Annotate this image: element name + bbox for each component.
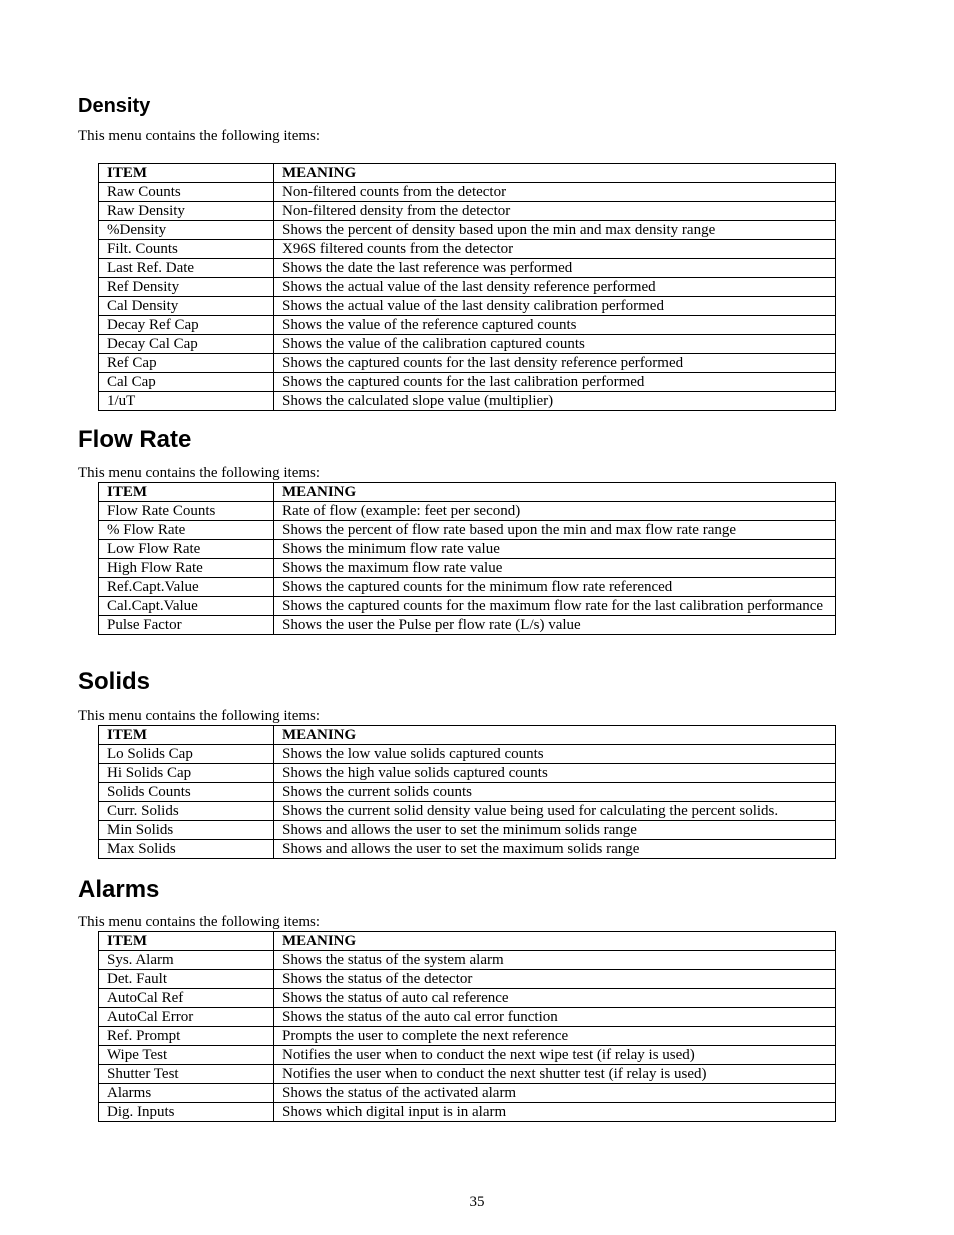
header-item: ITEM	[99, 932, 274, 951]
table-row	[99, 502, 836, 521]
meaning-cell: Shows the calculated slope value (multiplier)	[274, 392, 836, 411]
meaning-cell: Shows the captured counts for the last calibration performed	[274, 373, 836, 392]
header-meaning: MEANING	[274, 483, 836, 502]
meaning-cell: Shows which digital input is in alarm	[274, 1103, 836, 1122]
meaning-cell: Shows the value of the reference captured counts	[274, 316, 836, 335]
table-row	[99, 597, 836, 616]
item-cell: Wipe Test	[99, 1046, 274, 1065]
meaning-cell: Shows the actual value of the last density reference performed	[274, 278, 836, 297]
header-item: ITEM	[99, 164, 274, 183]
item-cell: Ref Cap	[99, 354, 274, 373]
table-row	[99, 1008, 836, 1027]
section-solids	[78, 668, 150, 696]
density-table	[98, 163, 836, 411]
meaning-cell: Shows the status of the auto cal error function	[274, 1008, 836, 1027]
table-row	[99, 240, 836, 259]
item-cell: Ref.Capt.Value	[99, 578, 274, 597]
item-cell: Curr. Solids	[99, 802, 274, 821]
page-number: 35	[469, 1194, 485, 1210]
table-row	[99, 392, 836, 411]
meaning-cell: Shows the minimum flow rate value	[274, 540, 836, 559]
section-intro-alarms: This menu contains the following items:	[78, 914, 321, 930]
table-row	[99, 297, 836, 316]
section-alarms	[78, 876, 159, 904]
solids-table	[98, 725, 836, 859]
meaning-cell: X96S filtered counts from the detector	[274, 240, 836, 259]
table-row	[99, 259, 836, 278]
meaning-cell: Shows the percent of flow rate based upon the min and max flow rate range	[274, 521, 836, 540]
item-cell: Hi Solids Cap	[99, 764, 274, 783]
item-cell: Raw Density	[99, 202, 274, 221]
table-row	[99, 278, 836, 297]
item-cell: Ref. Prompt	[99, 1027, 274, 1046]
table-row	[99, 951, 836, 970]
table-row	[99, 202, 836, 221]
item-cell: 1/uT	[99, 392, 274, 411]
header-item: ITEM	[99, 726, 274, 745]
item-cell: Decay Ref Cap	[99, 316, 274, 335]
meaning-cell: Shows the current solid density value being used for calculating the percent solids.	[274, 802, 836, 821]
section-intro-solids: This menu contains the following items:	[78, 708, 321, 724]
meaning-cell: Shows and allows the user to set the minimum solids range	[274, 821, 836, 840]
item-cell: Sys. Alarm	[99, 951, 274, 970]
header-meaning: MEANING	[274, 726, 836, 745]
item-cell: Alarms	[99, 1084, 274, 1103]
table-header-row	[99, 932, 836, 951]
meaning-cell: Shows the captured counts for the minimum flow rate referenced	[274, 578, 836, 597]
alarms-table	[98, 931, 836, 1122]
item-cell: Flow Rate Counts	[99, 502, 274, 521]
meaning-cell: Shows the status of the system alarm	[274, 951, 836, 970]
header-meaning: MEANING	[274, 932, 836, 951]
item-cell: Decay Cal Cap	[99, 335, 274, 354]
table-row	[99, 521, 836, 540]
table-row	[99, 316, 836, 335]
table-row	[99, 183, 836, 202]
section-flow-rate	[78, 426, 191, 454]
table-header-row	[99, 483, 836, 502]
intro-solids-wrap	[78, 707, 320, 725]
section-title-flow-rate: Flow Rate	[78, 426, 192, 453]
meaning-cell: Shows the captured counts for the last density reference performed	[274, 354, 836, 373]
table-row	[99, 1065, 836, 1084]
item-cell: Solids Counts	[99, 783, 274, 802]
item-cell: Cal.Capt.Value	[99, 597, 274, 616]
table-row	[99, 373, 836, 392]
item-cell: Filt. Counts	[99, 240, 274, 259]
table-row	[99, 745, 836, 764]
table-row	[99, 1103, 836, 1122]
table-row	[99, 540, 836, 559]
meaning-cell: Shows the maximum flow rate value	[274, 559, 836, 578]
item-cell: Last Ref. Date	[99, 259, 274, 278]
item-cell: Ref Density	[99, 278, 274, 297]
header-meaning: MEANING	[274, 164, 836, 183]
table-row	[99, 840, 836, 859]
item-cell: %Density	[99, 221, 274, 240]
item-cell: Low Flow Rate	[99, 540, 274, 559]
meaning-cell: Shows the actual value of the last density calibration performed	[274, 297, 836, 316]
section-title-density: Density	[78, 95, 151, 117]
meaning-cell: Rate of flow (example: feet per second)	[274, 502, 836, 521]
intro-flow-rate-wrap	[78, 464, 320, 482]
section-intro-flow-rate: This menu contains the following items:	[78, 465, 321, 481]
item-cell: Det. Fault	[99, 970, 274, 989]
table-row	[99, 578, 836, 597]
meaning-cell: Shows the low value solids captured counts	[274, 745, 836, 764]
item-cell: Raw Counts	[99, 183, 274, 202]
meaning-cell: Shows and allows the user to set the maximum solids range	[274, 840, 836, 859]
item-cell: Lo Solids Cap	[99, 745, 274, 764]
item-cell: Min Solids	[99, 821, 274, 840]
meaning-cell: Shows the high value solids captured counts	[274, 764, 836, 783]
table-row	[99, 1084, 836, 1103]
meaning-cell: Non-filtered density from the detector	[274, 202, 836, 221]
meaning-cell: Shows the status of the detector	[274, 970, 836, 989]
meaning-cell: Shows the current solids counts	[274, 783, 836, 802]
section-title-solids: Solids	[78, 668, 151, 695]
table-row	[99, 1046, 836, 1065]
meaning-cell: Shows the percent of density based upon the min and max density range	[274, 221, 836, 240]
table-row	[99, 221, 836, 240]
table-header-row	[99, 164, 836, 183]
meaning-cell: Shows the status of the activated alarm	[274, 1084, 836, 1103]
table-row	[99, 335, 836, 354]
intro-alarms-wrap	[78, 913, 320, 931]
table-row	[99, 802, 836, 821]
meaning-cell: Notifies the user when to conduct the next shutter test (if relay is used)	[274, 1065, 836, 1084]
table-row	[99, 1027, 836, 1046]
item-cell: Max Solids	[99, 840, 274, 859]
meaning-cell: Shows the status of auto cal reference	[274, 989, 836, 1008]
item-cell: AutoCal Ref	[99, 989, 274, 1008]
section-intro-density: This menu contains the following items:	[78, 128, 321, 144]
item-cell: High Flow Rate	[99, 559, 274, 578]
meaning-cell: Notifies the user when to conduct the next wipe test (if relay is used)	[274, 1046, 836, 1065]
table-row	[99, 354, 836, 373]
table-row	[99, 764, 836, 783]
table-row	[99, 970, 836, 989]
meaning-cell: Prompts the user to complete the next reference	[274, 1027, 836, 1046]
table-row	[99, 821, 836, 840]
table-header-row	[99, 726, 836, 745]
intro-density-wrap	[78, 127, 320, 145]
item-cell: Dig. Inputs	[99, 1103, 274, 1122]
table-row	[99, 559, 836, 578]
item-cell: % Flow Rate	[99, 521, 274, 540]
header-item: ITEM	[99, 483, 274, 502]
table-row	[99, 783, 836, 802]
item-cell: AutoCal Error	[99, 1008, 274, 1027]
item-cell: Cal Cap	[99, 373, 274, 392]
section-title-alarms: Alarms	[78, 876, 160, 903]
meaning-cell: Non-filtered counts from the detector	[274, 183, 836, 202]
section-density	[78, 94, 150, 118]
item-cell: Cal Density	[99, 297, 274, 316]
meaning-cell: Shows the user the Pulse per flow rate (L/s) value	[274, 616, 836, 635]
flow-rate-table	[98, 482, 836, 635]
meaning-cell: Shows the captured counts for the maximum flow rate for the last calibration performance	[274, 597, 836, 616]
meaning-cell: Shows the date the last reference was performed	[274, 259, 836, 278]
table-row	[99, 616, 836, 635]
item-cell: Pulse Factor	[99, 616, 274, 635]
table-row	[99, 989, 836, 1008]
meaning-cell: Shows the value of the calibration captured counts	[274, 335, 836, 354]
item-cell: Shutter Test	[99, 1065, 274, 1084]
